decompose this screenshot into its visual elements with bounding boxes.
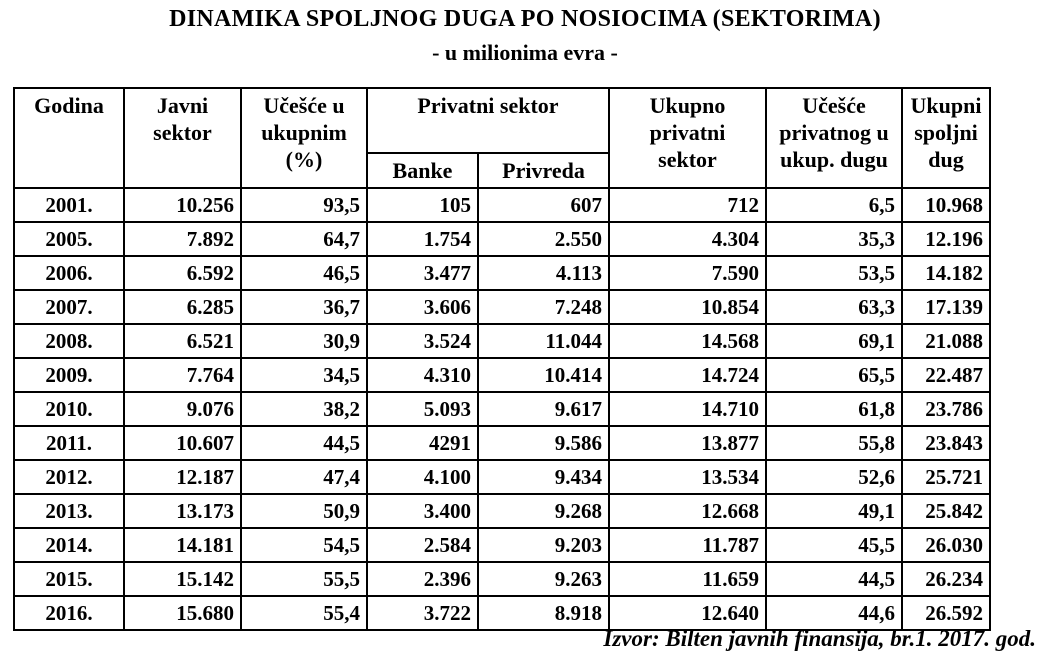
cell-javni-sektor: 7.764 [124, 358, 241, 392]
cell-ukupno-privatni: 11.787 [609, 528, 766, 562]
header-privatni-label: Privatni sektor [417, 93, 559, 118]
table-title: DINAMIKA SPOLJNOG DUGA PO NOSIOCIMA (SEKTORIMA) [169, 6, 881, 32]
cell-ucesce: 44,5 [241, 426, 367, 460]
cell-ucesce: 47,4 [241, 460, 367, 494]
cell-javni-sektor: 6.285 [124, 290, 241, 324]
cell-ukupno-privatni: 14.568 [609, 324, 766, 358]
cell-javni-sektor: 6.521 [124, 324, 241, 358]
cell-ucesce: 34,5 [241, 358, 367, 392]
table-row [14, 528, 990, 562]
cell-ukupno-privatni: 4.304 [609, 222, 766, 256]
cell-ukupno-privatni: 712 [609, 188, 766, 222]
header-ucesce-ukupnim [241, 88, 367, 188]
table-row [14, 494, 990, 528]
header-ucesce-privatnog [766, 88, 902, 188]
cell-ukupni-dug: 12.196 [902, 222, 990, 256]
cell-ucesce-privatnog: 63,3 [766, 290, 902, 324]
header-banke [367, 153, 478, 188]
cell-banke: 4.310 [367, 358, 478, 392]
cell-ukupni-dug: 23.843 [902, 426, 990, 460]
header-ukspolj-line2: spoljni [914, 120, 978, 145]
cell-godina: 2010. [14, 392, 124, 426]
header-ucpriv-line2: privatnog u [779, 120, 889, 145]
header-ukupno-line2: privatni [649, 120, 726, 145]
cell-javni-sektor: 14.181 [124, 528, 241, 562]
cell-ukupno-privatni: 12.640 [609, 596, 766, 630]
cell-privreda: 4.113 [478, 256, 609, 290]
cell-ukupni-dug: 25.842 [902, 494, 990, 528]
cell-ucesce: 50,9 [241, 494, 367, 528]
header-ucesce-line2: ukupnim [261, 120, 347, 145]
cell-ukupno-privatni: 12.668 [609, 494, 766, 528]
cell-ucesce-privatnog: 35,3 [766, 222, 902, 256]
cell-godina: 2001. [14, 188, 124, 222]
cell-banke: 3.722 [367, 596, 478, 630]
cell-ucesce-privatnog: 69,1 [766, 324, 902, 358]
cell-ucesce: 54,5 [241, 528, 367, 562]
table-row [14, 324, 990, 358]
cell-ukupni-dug: 17.139 [902, 290, 990, 324]
cell-ucesce-privatnog: 44,6 [766, 596, 902, 630]
cell-ucesce: 36,7 [241, 290, 367, 324]
cell-ukupni-dug: 26.234 [902, 562, 990, 596]
cell-ukupni-dug: 10.968 [902, 188, 990, 222]
cell-privreda: 9.268 [478, 494, 609, 528]
header-javni-line1: Javni [156, 93, 209, 118]
cell-ukupni-dug: 14.182 [902, 256, 990, 290]
cell-ucesce: 55,4 [241, 596, 367, 630]
table-row [14, 188, 990, 222]
cell-godina: 2007. [14, 290, 124, 324]
cell-privreda: 9.203 [478, 528, 609, 562]
cell-privreda: 9.434 [478, 460, 609, 494]
header-godina [14, 88, 124, 188]
cell-javni-sektor: 15.142 [124, 562, 241, 596]
cell-ucesce-privatnog: 49,1 [766, 494, 902, 528]
cell-ukupni-dug: 25.721 [902, 460, 990, 494]
cell-ucesce-privatnog: 44,5 [766, 562, 902, 596]
cell-ukupni-dug: 26.030 [902, 528, 990, 562]
cell-godina: 2008. [14, 324, 124, 358]
header-privreda [478, 153, 609, 188]
cell-ukupno-privatni: 14.724 [609, 358, 766, 392]
cell-privreda: 9.617 [478, 392, 609, 426]
header-ucesce-line1: Učešće u [263, 93, 345, 118]
cell-ukupno-privatni: 7.590 [609, 256, 766, 290]
cell-ukupni-dug: 22.487 [902, 358, 990, 392]
cell-banke: 3.477 [367, 256, 478, 290]
cell-privreda: 10.414 [478, 358, 609, 392]
table-row [14, 358, 990, 392]
table-row [14, 256, 990, 290]
cell-javni-sektor: 9.076 [124, 392, 241, 426]
cell-banke: 5.093 [367, 392, 478, 426]
cell-banke: 4.100 [367, 460, 478, 494]
header-ukspolj-line3: dug [928, 147, 964, 172]
cell-ucesce: 93,5 [241, 188, 367, 222]
cell-banke: 3.606 [367, 290, 478, 324]
cell-javni-sektor: 13.173 [124, 494, 241, 528]
cell-ucesce: 64,7 [241, 222, 367, 256]
header-ukupni-spoljni-dug [902, 88, 990, 188]
cell-ukupni-dug: 26.592 [902, 596, 990, 630]
cell-privreda: 9.586 [478, 426, 609, 460]
cell-ucesce-privatnog: 53,5 [766, 256, 902, 290]
cell-godina: 2013. [14, 494, 124, 528]
table-subtitle: - u milionima evra - [432, 40, 618, 65]
cell-javni-sektor: 10.607 [124, 426, 241, 460]
header-ukupno-line1: Ukupno [649, 93, 726, 118]
header-ucesce-line3: (%) [285, 147, 323, 172]
cell-ucesce: 46,5 [241, 256, 367, 290]
header-javni-line2: sektor [153, 120, 212, 145]
header-ucpriv-line3: ukup. dugu [780, 147, 888, 172]
cell-ukupno-privatni: 13.534 [609, 460, 766, 494]
cell-ucesce: 55,5 [241, 562, 367, 596]
cell-godina: 2015. [14, 562, 124, 596]
header-ukupno-line3: sektor [658, 147, 717, 172]
table-row [14, 392, 990, 426]
table-row [14, 426, 990, 460]
cell-ucesce-privatnog: 45,5 [766, 528, 902, 562]
cell-ukupni-dug: 23.786 [902, 392, 990, 426]
cell-ukupno-privatni: 10.854 [609, 290, 766, 324]
table-row [14, 222, 990, 256]
table-body [14, 188, 990, 630]
cell-banke: 1.754 [367, 222, 478, 256]
cell-godina: 2016. [14, 596, 124, 630]
table-header [14, 88, 990, 188]
header-ukspolj-line1: Ukupni [910, 93, 982, 118]
header-banke-label: Banke [392, 158, 453, 183]
cell-javni-sektor: 7.892 [124, 222, 241, 256]
cell-banke: 3.524 [367, 324, 478, 358]
table-row [14, 562, 990, 596]
cell-banke: 105 [367, 188, 478, 222]
source-note: Izvor: Bilten javnih finansija, br.1. 2017. god. [603, 626, 1036, 651]
external-debt-table [13, 87, 991, 631]
table-row [14, 290, 990, 324]
cell-ucesce-privatnog: 6,5 [766, 188, 902, 222]
cell-godina: 2009. [14, 358, 124, 392]
cell-godina: 2012. [14, 460, 124, 494]
cell-ucesce: 30,9 [241, 324, 367, 358]
cell-ucesce-privatnog: 61,8 [766, 392, 902, 426]
cell-javni-sektor: 12.187 [124, 460, 241, 494]
header-ucpriv-line1: Učešće [802, 93, 866, 118]
cell-javni-sektor: 15.680 [124, 596, 241, 630]
header-ukupno-privatni [609, 88, 766, 188]
cell-javni-sektor: 6.592 [124, 256, 241, 290]
cell-banke: 4291 [367, 426, 478, 460]
header-privatni-sektor [367, 88, 609, 153]
cell-privreda: 11.044 [478, 324, 609, 358]
cell-ucesce-privatnog: 52,6 [766, 460, 902, 494]
header-godina-label: Godina [34, 93, 104, 118]
table-row [14, 460, 990, 494]
cell-privreda: 607 [478, 188, 609, 222]
header-javni-sektor [124, 88, 241, 188]
cell-godina: 2006. [14, 256, 124, 290]
cell-privreda: 2.550 [478, 222, 609, 256]
cell-ucesce-privatnog: 65,5 [766, 358, 902, 392]
cell-banke: 2.584 [367, 528, 478, 562]
cell-ucesce-privatnog: 55,8 [766, 426, 902, 460]
cell-privreda: 9.263 [478, 562, 609, 596]
cell-javni-sektor: 10.256 [124, 188, 241, 222]
header-privreda-label: Privreda [502, 158, 585, 183]
cell-banke: 3.400 [367, 494, 478, 528]
cell-ucesce: 38,2 [241, 392, 367, 426]
cell-banke: 2.396 [367, 562, 478, 596]
cell-ukupno-privatni: 11.659 [609, 562, 766, 596]
cell-privreda: 8.918 [478, 596, 609, 630]
cell-ukupno-privatni: 13.877 [609, 426, 766, 460]
cell-ukupni-dug: 21.088 [902, 324, 990, 358]
cell-godina: 2005. [14, 222, 124, 256]
table-row [14, 596, 990, 630]
cell-godina: 2011. [14, 426, 124, 460]
cell-privreda: 7.248 [478, 290, 609, 324]
cell-ukupno-privatni: 14.710 [609, 392, 766, 426]
cell-godina: 2014. [14, 528, 124, 562]
